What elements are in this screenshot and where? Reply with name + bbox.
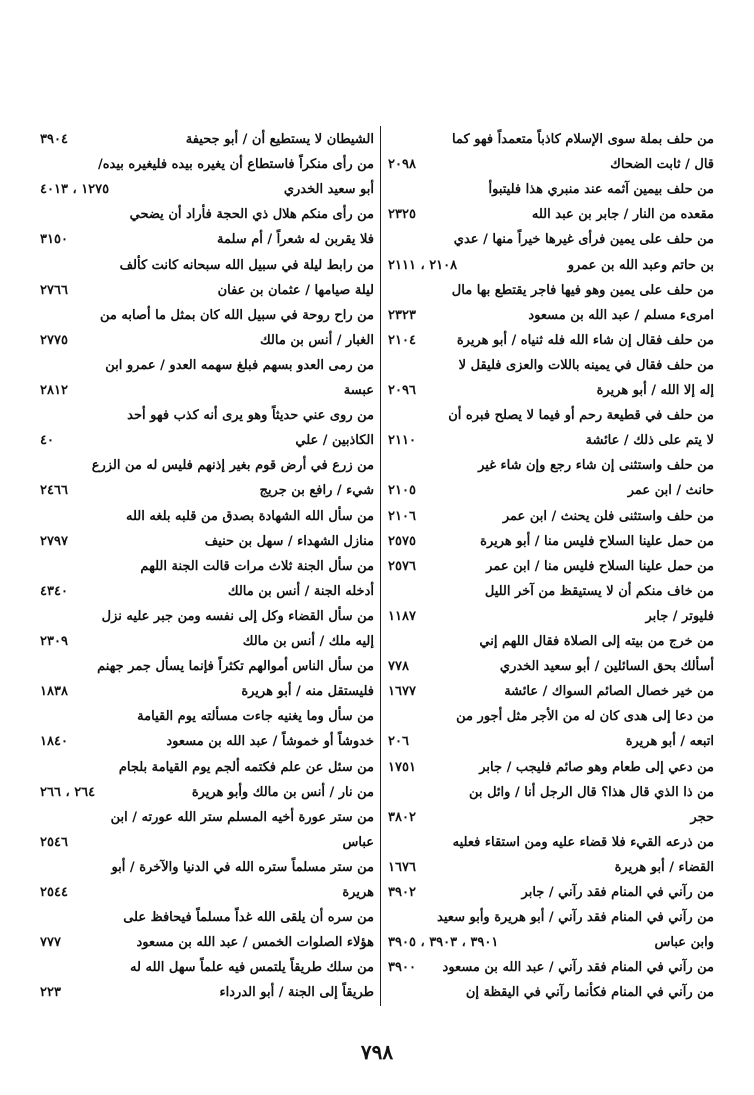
index-entry-line	[40, 981, 374, 1005]
index-entry-line	[388, 630, 714, 654]
entry-text: من خاف منكم أن لا يستيقظ من آخر الليل	[484, 583, 714, 599]
entry-hadith-number: ٢٧٦٦	[40, 282, 68, 298]
index-entry-line	[40, 806, 374, 830]
entry-text: من حلف واستثنى فلن يحنث / ابن عمر	[502, 508, 714, 524]
entry-text: لا يتم على ذلك / عائشة	[585, 433, 714, 449]
entry-hadith-number: ١٢٧٥ ، ٤٠١٣	[40, 182, 110, 198]
entry-text: خدوشاً أو خموشاً / عبد الله بن مسعود	[166, 734, 374, 750]
entry-hadith-number: ٣٨٠٢	[388, 809, 416, 825]
entry-text: من حمل علينا السلاح فليس منا / أبو هريرة	[480, 533, 714, 549]
entry-hadith-number: ١٧٥١	[388, 759, 416, 775]
index-entry-line	[40, 756, 374, 780]
entry-hadith-number: ٢٠٩٨	[388, 157, 416, 173]
index-entry-line	[388, 228, 714, 252]
index-entry-line	[40, 279, 374, 303]
entry-hadith-number: ١٨٤٠	[40, 734, 68, 750]
entry-text: من سأل الناس أموالهم تكثراً فإنما يسأل جمر جهنم	[97, 659, 374, 675]
entry-text: من ستر مسلماً ستره الله في الدنيا والآخرة / أبو	[111, 859, 374, 875]
entry-text: من ذرعه القيء فلا قضاء عليه ومن استقاء فعليه	[452, 834, 714, 850]
index-entry-line	[40, 178, 374, 202]
entry-text: شيء / رافع بن جريج	[259, 483, 374, 499]
entry-hadith-number: ١٦٧٧	[388, 684, 416, 700]
entry-text: إله إلا الله / أبو هريرة	[596, 383, 714, 398]
right-column	[388, 128, 714, 1008]
entry-hadith-number: ٢٧٩٧	[40, 533, 68, 549]
index-entry-line	[388, 655, 714, 679]
index-entry-line	[40, 931, 374, 955]
entry-hadith-number: ٢٣٠٩	[40, 634, 68, 649]
index-entry-line	[388, 881, 714, 905]
index-entry-line	[40, 956, 374, 980]
index-entry-line	[388, 304, 714, 328]
entry-text: من رآني في المنام فقد رآني / جابر	[521, 885, 714, 900]
index-entry-line	[40, 730, 374, 754]
entry-text: فلا يقربن له شعراً / أم سلمة	[217, 232, 374, 248]
entry-text: من نار / أنس بن مالك وأبو هريرة	[191, 784, 374, 800]
entry-text: امرىء مسلم / عبد الله بن مسعود	[528, 307, 714, 323]
index-entry-line	[40, 153, 374, 177]
entry-text: حانث / ابن عمر	[627, 483, 714, 499]
left-column	[40, 128, 374, 1008]
index-entry-line	[388, 555, 714, 579]
entry-text: القضاء / أبو هريرة	[614, 859, 714, 875]
index-entry-line	[388, 254, 714, 278]
entry-hadith-number: ٢٥٤٦	[40, 834, 68, 850]
entry-hadith-number: ٢٠٩٦	[388, 383, 416, 398]
entry-text: الشيطان لا يستطيع أن / أبو جحيفة	[185, 132, 374, 147]
index-entry-line	[388, 505, 714, 529]
index-entry-line	[388, 605, 714, 629]
entry-hadith-number: ٢٦٤ ، ٢٦٦	[40, 784, 96, 800]
entry-text: من سئل عن علم فكتمه ألجم يوم القيامة بلجام	[118, 759, 374, 775]
entry-text: من خير خصال الصائم السواك / عائشة	[504, 684, 714, 700]
entry-text: من حلف فقال إن شاء الله فله ثنياه / أبو هريرة	[456, 332, 714, 348]
entry-text: إليه ملك / أنس بن مالك	[242, 634, 374, 649]
index-entry-line	[40, 906, 374, 930]
index-entry-line	[388, 781, 714, 805]
entry-hadith-number: ٢١٠٤	[388, 332, 416, 348]
index-entry-line	[388, 530, 714, 554]
index-entry-line	[40, 580, 374, 604]
column-divider	[380, 126, 381, 1006]
entry-hadith-number: ٢٧٧٥	[40, 332, 68, 348]
entry-text: من حلف بيمين آثمه عند منبري هذا فليتبوأ	[488, 182, 714, 198]
entry-text: من زرع في أرض قوم بغير إذنهم فليس له من الزرع	[91, 458, 374, 474]
entry-text: من خرج من بيته إلى الصلاة فقال اللهم إني	[479, 634, 714, 649]
entry-text: من راح روحة في سبيل الله كان بمثل ما أصابه من	[99, 307, 374, 323]
entry-text: من روى عني حديثاً وهو يرى أنه كذب فهو أحد	[127, 408, 374, 424]
entry-hadith-number: ١٨٣٨	[40, 684, 68, 700]
index-entry-line	[40, 680, 374, 704]
entry-text: بن حاتم وعبد الله بن عمرو	[567, 257, 714, 273]
entry-text: ليلة صيامها / عثمان بن عفان	[217, 282, 374, 298]
entry-text: مقعده من النار / جابر بن عبد الله	[531, 207, 714, 223]
entry-hadith-number: ٧٧٨	[388, 659, 409, 675]
entry-text: وابن عباس	[654, 935, 714, 951]
index-entry-line	[388, 203, 714, 227]
entry-hadith-number: ٧٧٧	[40, 935, 61, 951]
entry-hadith-number: ٢٣٢٥	[388, 207, 416, 223]
index-entry-line	[388, 128, 714, 152]
entry-hadith-number: ٣١٥٠	[40, 232, 68, 248]
entry-text: من حلف على يمين فرأى غيرها خيراً منها / عدي	[453, 232, 714, 248]
entry-text: من ذا الذي قال هذا؟ قال الرجل أنا / وائل بن	[469, 784, 714, 800]
index-entry-line	[388, 806, 714, 830]
index-entry-line	[388, 429, 714, 453]
entry-hadith-number: ١١٨٧	[388, 608, 416, 624]
entry-text: هريرة	[342, 885, 374, 900]
entry-text: من دعا إلى هدى كان له من الأجر مثل أجور من	[456, 709, 714, 725]
index-entry-line	[388, 981, 714, 1005]
entry-text: اتبعه / أبو هريرة	[625, 734, 714, 750]
index-entry-line	[388, 856, 714, 880]
index-entry-line	[40, 530, 374, 554]
index-entry-line	[40, 454, 374, 478]
entry-hadith-number: ٢٤٦٦	[40, 483, 68, 499]
entry-text: من حمل علينا السلاح فليس منا / ابن عمر	[486, 558, 714, 574]
entry-text: من رآني في المنام فقد رآني / عبد الله بن مسعود	[442, 960, 714, 976]
index-entry-line	[40, 856, 374, 880]
index-entry-line	[40, 505, 374, 529]
index-entry-line	[388, 279, 714, 303]
index-entry-line	[40, 379, 374, 403]
entry-text: من رأى منكراً فاستطاع أن يغيره بيده فليغيره بيده/	[97, 157, 374, 173]
index-entry-line	[40, 605, 374, 629]
index-entry-line	[388, 329, 714, 353]
page-number: ٧٩٨	[360, 1040, 394, 1064]
index-entry-line	[40, 429, 374, 453]
index-entry-line	[40, 705, 374, 729]
index-entry-line	[388, 705, 714, 729]
index-entry-line	[40, 128, 374, 152]
index-entry-line	[388, 153, 714, 177]
entry-text: عبسة	[343, 383, 374, 398]
entry-hadith-number: ٢٨١٢	[40, 383, 68, 398]
index-entry-line	[40, 354, 374, 378]
entry-text: من حلف بملة سوى الإسلام كاذباً متعمداً فهو كما	[452, 132, 714, 147]
entry-text: من رمى العدو بسهم فبلغ سهمه العدو / عمرو ابن	[105, 357, 374, 373]
entry-text: من دعي إلى طعام وهو صائم فليجب / جابر	[479, 759, 714, 775]
entry-text: من رآني في المنام فقد رآني / أبو هريرة وأبو سعيد	[437, 910, 714, 926]
entry-text: من حلف فقال في يمينه باللات والعزى فليقل لا	[458, 357, 714, 373]
entry-hadith-number: ٢٠٦	[388, 734, 409, 750]
index-entry-line	[40, 479, 374, 503]
entry-text: طريقاً إلى الجنة / أبو الدرداء	[219, 985, 374, 1001]
entry-hadith-number: ٢١٠٥	[388, 483, 416, 499]
index-entry-line	[40, 329, 374, 353]
index-entry-line	[388, 479, 714, 503]
entry-text: من رابط ليلة في سبيل الله سبحانه كانت كألف	[119, 257, 374, 273]
index-entry-line	[388, 580, 714, 604]
index-entry-line	[388, 178, 714, 202]
entry-text: من سأل القضاء وكل إلى نفسه ومن جبر عليه نزل	[101, 608, 374, 624]
index-entry-line	[40, 254, 374, 278]
entry-text: من حلف واستثنى إن شاء رجع وإن شاء غير	[478, 458, 714, 474]
entry-text: من حلف في قطيعة رحم أو فيما لا يصلح فبره أن	[448, 408, 714, 424]
entry-text: من سأل وما يغنيه جاءت مسألته يوم القيامة	[137, 709, 374, 725]
entry-text: هؤلاء الصلوات الخمس / عبد الله بن مسعود	[136, 935, 374, 951]
index-entry-line	[40, 831, 374, 855]
index-entry-line	[388, 354, 714, 378]
index-entry-line	[388, 956, 714, 980]
index-entry-line	[388, 404, 714, 428]
index-entry-line	[40, 203, 374, 227]
entry-text: من حلف على يمين وهو فيها فاجر يقتطع بها مال	[451, 282, 714, 298]
index-entry-line	[388, 906, 714, 930]
index-entry-line	[40, 630, 374, 654]
entry-hadith-number: ١٦٧٦	[388, 859, 416, 875]
entry-hadith-number: ٤٣٤٠	[40, 583, 68, 599]
entry-text: من سأل الجنة ثلاث مرات قالت الجنة اللهم	[140, 558, 374, 574]
entry-text: من رآني في المنام فكأنما رآني في اليقظة إن	[465, 985, 714, 1001]
entry-text: فليستقل منه / أبو هريرة	[241, 684, 374, 700]
entry-text: عباس	[342, 834, 374, 850]
entry-hadith-number: ٢٣٢٣	[388, 307, 416, 323]
index-entry-line	[40, 881, 374, 905]
entry-text: قال / ثابت الضحاك	[610, 157, 714, 173]
index-entry-line	[40, 304, 374, 328]
index-entry-line	[388, 379, 714, 403]
index-entry-line	[388, 756, 714, 780]
entry-hadith-number: ٢٥٧٥	[388, 533, 416, 549]
index-entry-line	[388, 454, 714, 478]
entry-text: أبو سعيد الخدري	[283, 182, 374, 198]
entry-text: من سره أن يلقى الله غداً مسلماً فيحافظ على	[123, 910, 374, 926]
entry-hadith-number: ٣٩٠١ ، ٣٩٠٣ ، ٣٩٠٥	[388, 935, 499, 951]
entry-text: فليوتر / جابر	[645, 608, 714, 624]
entry-hadith-number: ٢١١٠	[388, 433, 416, 449]
entry-hadith-number: ٢١٠٨ ، ٢١١١	[388, 257, 458, 273]
entry-text: من سأل الله الشهادة بصدق من قلبه بلغه الله	[125, 508, 374, 524]
entry-text: منازل الشهداء / سهل بن حنيف	[204, 533, 374, 549]
entry-hadith-number: ٢٥٤٤	[40, 885, 68, 900]
entry-text: الكاذبين / علي	[295, 433, 374, 449]
entry-text: من ستر عورة أخيه المسلم ستر الله عورته / ابن	[110, 809, 374, 825]
entry-hadith-number: ٢١٠٦	[388, 508, 416, 524]
entry-hadith-number: ٤٠	[40, 433, 54, 449]
index-entry-line	[40, 404, 374, 428]
entry-hadith-number: ٣٩٠٠	[388, 960, 416, 976]
index-entry-line	[40, 555, 374, 579]
entry-hadith-number: ٣٩٠٤	[40, 132, 68, 147]
entry-hadith-number: ٢٥٧٦	[388, 558, 416, 574]
index-entry-line	[388, 680, 714, 704]
entry-text: حجر	[690, 809, 714, 825]
entry-hadith-number: ٢٢٣	[40, 985, 61, 1001]
index-entry-line	[40, 228, 374, 252]
entry-text: من رأى منكم هلال ذي الحجة فأراد أن يضحي	[129, 207, 374, 223]
entry-text: أدخله الجنة / أنس بن مالك	[227, 583, 374, 599]
index-entry-line	[388, 831, 714, 855]
index-entry-line	[40, 655, 374, 679]
entry-hadith-number: ٣٩٠٢	[388, 885, 416, 900]
index-entry-line	[388, 931, 714, 955]
entry-text: أسألك بحق السائلين / أبو سعيد الخدري	[499, 659, 714, 675]
index-entry-line	[388, 730, 714, 754]
index-entry-line	[40, 781, 374, 805]
entry-text: الغبار / أنس بن مالك	[259, 332, 374, 348]
entry-text: من سلك طريقاً يلتمس فيه علماً سهل الله له	[130, 960, 374, 976]
